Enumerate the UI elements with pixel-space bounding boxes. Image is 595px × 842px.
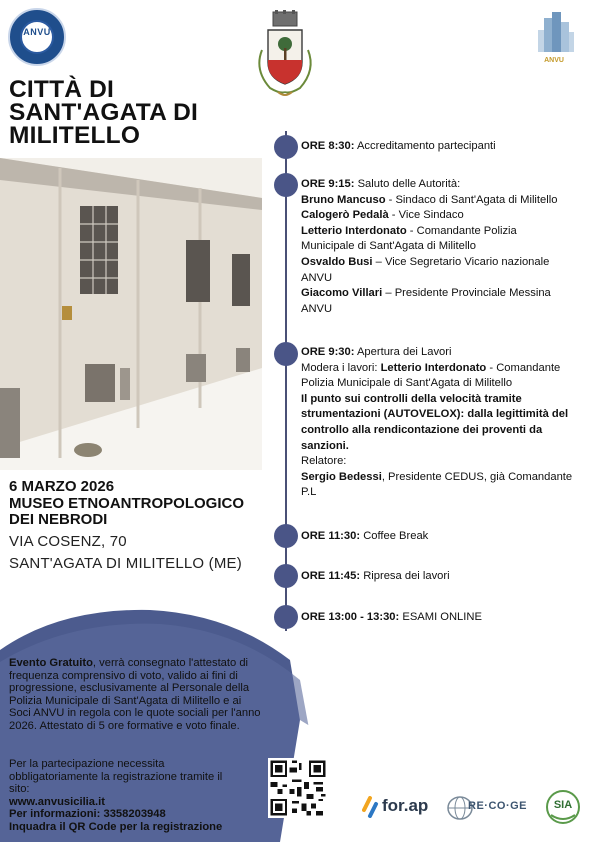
address-street: VIA COSENZ, 70 xyxy=(9,533,127,550)
program-entry-saluti: ORE 9:15: Saluto delle Autorità: Bruno Mancuso - Sindaco di Sant'Agata di Militello Calogerò Pedalà - Vice Sindaco Letterio Interdonato - Comandante Polizia Municipale di Sant'Agata di Militello Osvaldo Busi – Vice Segretario Vicario nazionale ANVU Giacomo Villari – Presidente Provinciale Messina ANVU xyxy=(301,178,558,315)
timeline-line xyxy=(285,131,287,631)
anvu-emblem-left xyxy=(8,8,66,66)
program-entry-coffee-break: ORE 11:30: Coffee Break xyxy=(301,530,429,542)
timeline-dot xyxy=(274,135,298,159)
event-venue xyxy=(9,496,259,528)
venue-line-1: MUSEO ETNOANTROPOLOGICO xyxy=(9,495,245,512)
forap-mark-icon xyxy=(362,796,380,818)
municipal-crest-icon xyxy=(250,10,320,100)
event-date: 6 MARZO 2026 xyxy=(9,478,115,495)
anvu-building-logo-icon xyxy=(530,12,578,66)
registration-qr-code[interactable] xyxy=(268,758,328,818)
recoge-logo: RE·CO·GE xyxy=(446,793,542,823)
program-entry-apertura: ORE 9:30: Apertura dei Lavori Modera i lavori: Letterio Interdonato - Comandante Polizia Municipale di Sant'Agata di Militello Il punto sui controlli della velocità tramite strumentazioni (AUTOVELOX): dalla legittimità del controllo alla rendicontazione dei proventi da sanzioni. Relatore: Sergio Bedessi, Presidente CEDUS, già Comandante P.L xyxy=(301,346,573,499)
program-entry-accreditamento: ORE 8:30: Accreditamento partecipanti xyxy=(301,140,496,152)
program-entry-esami: ORE 13:00 - 13:30: ESAMI ONLINE xyxy=(301,611,482,623)
timeline-dot xyxy=(274,342,298,366)
address-city: SANT'AGATA DI MILITELLO (ME) xyxy=(9,555,242,572)
page-title xyxy=(9,78,198,147)
registration-info: Per la partecipazione necessita obbligatoriamente la registrazione tramite il sito: www.anvusicilia.it Per informazioni: 3358203948 Inquadra il QR Code per la registrazione xyxy=(9,758,223,833)
anvu-emblem-text: ANVU xyxy=(23,27,51,37)
title-line-2: SANT'AGATA DI xyxy=(9,99,198,126)
timeline-dot xyxy=(274,173,298,197)
sia-logo: SIA xyxy=(545,789,581,825)
timeline-dot xyxy=(274,564,298,588)
title-line-3: MILITELLO xyxy=(9,122,141,149)
venue-line-2: DEI NEBRODI xyxy=(9,511,108,528)
program-entry-ripresa: ORE 11:45: Ripresa dei lavori xyxy=(301,570,450,582)
forap-logo: for.ap xyxy=(362,794,442,820)
free-event-note: Evento Gratuito, verrà consegnato l'attestato di frequenza comprensivo di voto, valido ai fini di progressione, esclusivamente al Personale della Polizia Municipale di Sant'Agata di Militello e ai Soci ANVU in regola con le quote sociali per l'anno 2026. Attestato di 5 ore formative e voto finale. xyxy=(9,657,261,732)
timeline-dot xyxy=(274,524,298,548)
title-line-1: CITTÀ DI xyxy=(9,76,115,103)
timeline-dot xyxy=(274,605,298,629)
registration-site-link[interactable]: www.anvusicilia.it xyxy=(9,795,105,808)
museum-building-photo xyxy=(0,158,262,470)
svg-text:ANVU: ANVU xyxy=(544,57,564,64)
